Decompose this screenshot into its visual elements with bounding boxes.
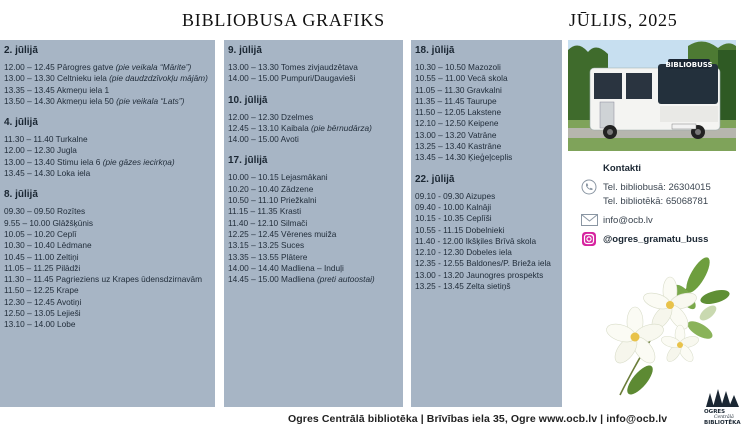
stop-line [4,240,215,251]
month-title: JŪLIJS, 2025 [569,10,678,30]
stop-time-place: 13.00 – 13.20 Vatrāne [415,129,497,140]
stop-line [228,240,403,251]
stop-time-place: 11.40 – 12.10 Silmači [228,217,308,228]
phone-icon [580,180,598,194]
date-heading: 22. jūlijā [415,173,455,185]
stop-time-place: 10.50 – 11.10 Priežkalni [228,195,317,206]
stop-time-place: 10.05 – 10.20 Ceplī [4,228,77,239]
stop-time-place: 12.30 – 12.45 Avotiņi [4,296,82,307]
stop-note: (preti autoostai) [317,274,375,285]
stop-line [228,229,403,240]
instagram-icon[interactable] [580,232,598,246]
stop-line [415,225,562,236]
date-block [228,45,403,85]
logo-text-1: OGRES [704,409,726,415]
stop-line [415,236,562,247]
date-heading: 17. jūlijā [228,155,268,167]
stop-time-place: 13.00 - 13.20 Jaunogres prospekts [415,269,544,280]
stop-line [228,218,403,229]
date-heading: 10. jūlijā [228,94,268,106]
stop-line [228,62,403,73]
stop-line [4,85,215,96]
stop-line [415,202,562,213]
stop-time-place: 10.00 – 10.15 Lejasmākani [228,172,328,183]
instagram-link[interactable]: @ogres_gramatu_buss [603,233,709,245]
stop-note: (pie gāzes iecirkņa) [102,156,175,167]
stop-time-place: 10.55 - 11.15 Dobelnieki [415,224,505,235]
date-block [228,155,403,285]
stop-time-place: 11.30 – 11.45 Pagrieziens uz Krapes ūdensdzirnavām [4,274,203,285]
stop-time-place: 11.30 – 11.40 Turkalne [4,134,88,145]
stop-time-place: 11.05 – 11.30 Gravkalni [415,84,502,95]
stop-line [4,134,215,145]
date-block [228,95,403,146]
date-block [4,117,215,179]
date-heading: 4. jūlijā [4,117,38,129]
date-heading: 2. jūlijā [4,45,38,56]
instagram-row [580,232,740,246]
stop-time-place: 13.45 – 14.30 Loka iela [4,168,91,179]
stop-line [4,62,215,73]
stop-line [4,319,215,330]
stop-line [415,152,562,163]
stop-time-place: 11.05 – 11.25 Pilādži [4,262,81,273]
schedule-column-1 [0,40,215,407]
stop-line [4,252,215,263]
stop-time-place: 13.35 – 13.55 Plātere [228,251,308,262]
library-logo [700,385,744,425]
stop-line [415,107,562,118]
stop-line [4,285,215,296]
stop-line [415,73,562,84]
contacts-heading: Kontakti [603,163,641,174]
stop-time-place: 13.25 – 13.40 Kastrāne [415,141,502,152]
stop-line [228,184,403,195]
stop-line [228,112,403,123]
bus-photo [568,40,736,151]
stop-time-place: 12.45 – 13.10 Kaibala [228,122,312,133]
stop-time-place: 11.50 – 12.05 Lakstene [415,107,502,118]
stop-line [4,168,215,179]
stop-time-place: 12.10 – 12.50 Keipene [415,118,499,129]
stop-line [228,206,403,217]
stop-note: (pie veikala “Mārite”) [115,62,192,72]
stop-time-place: 10.15 - 10.35 Ceplīši [415,213,492,224]
stop-time-place: 14.00 – 15.00 Avoti [228,134,299,145]
stop-time-place: 9.55 – 10.00 Glāžšķūnis [4,217,94,228]
stop-line [415,85,562,96]
email-link[interactable]: info@ocb.lv [603,214,653,226]
stop-time-place: 11.50 – 12.25 Krape [4,285,79,296]
stop-line [415,213,562,224]
stop-time-place: 10.30 – 10.40 Lēdmane [4,240,92,251]
stop-line [415,270,562,281]
stop-time-place: 13.00 – 13.30 Tomes zivjaudzētava [228,62,358,72]
stop-line [228,73,403,84]
logo-text-2: Centrālā [714,415,734,420]
stop-line [228,134,403,145]
phone-bus-row [580,180,740,194]
stop-time-place: 14.45 – 15.00 Madliena [228,274,318,285]
stop-time-place: 13.35 – 13.45 Akmeņu iela 1 [4,84,110,95]
stop-line [4,274,215,285]
stop-time-place: 12.00 – 12.30 Jugla [4,145,77,156]
date-block [415,45,562,164]
stop-line [4,263,215,274]
stop-time-place: 12.00 – 12.45 Pārogres gatve [4,62,116,72]
stop-time-place: 11.40 - 12.00 Ikšķiles Brīvā skola [415,235,537,246]
stop-line [4,308,215,319]
stop-line [4,206,215,217]
stop-time-place: 14.00 – 14.40 Madliena – Induļi [228,262,344,273]
stop-time-place: 13.00 – 13.40 Stimu iela 6 [4,156,103,167]
stop-line [415,191,562,202]
stop-time-place: 12.10 - 12.30 Dobeles iela [415,247,512,258]
stop-time-place: 13.10 – 14.00 Lobe [4,319,76,330]
stop-note: (pie daudzdzīvokļu mājām) [109,73,208,84]
stop-line [415,62,562,73]
stop-time-place: 12.25 – 12.45 Vērenes muiža [228,228,337,239]
stop-time-place: 13.45 – 14.30 Ķieģeļceplis [415,152,513,163]
date-heading: 18. jūlijā [415,45,455,56]
date-heading: 9. jūlijā [228,45,262,56]
stop-line [415,258,562,269]
footer-text: Ogres Centrālā bibliotēka | Brīvības iela 35, Ogre www.ocb.lv | info@ocb.lv [288,413,668,425]
stop-line [415,281,562,292]
stop-time-place: 12.50 – 13.05 Lejieši [4,308,81,319]
stop-time-place: 12.00 – 12.30 Dzelmes [228,111,314,122]
date-heading: 8. jūlijā [4,189,38,201]
stop-line [4,229,215,240]
stop-time-place: 13.15 – 13.25 Suces [228,240,305,251]
stop-time-place: 13.50 – 14.30 Akmeņu iela 50 [4,95,117,106]
stop-line [4,297,215,308]
phone-library-text: Tel. bibliotēkā: 65068781 [603,195,709,207]
stop-line [415,130,562,141]
stop-time-place: 11.15 – 11.35 Krasti [228,206,302,217]
envelope-icon [580,213,598,227]
stop-time-place: 09.40 - 10.00 Kalnāji [415,201,492,212]
stop-line [228,252,403,263]
schedule-column-3 [411,40,562,407]
flower-illustration [580,245,730,405]
stop-line [228,263,403,274]
email-row [580,213,740,227]
date-block [4,189,215,330]
stop-line [228,172,403,183]
stop-note: (pie veikala “Lats”) [116,95,185,106]
phone-library-row [580,194,740,208]
stop-time-place: 11.35 – 11.45 Taurupe [415,95,497,106]
schedule-title: BIBLIOBUSA GRAFIKS [182,10,385,30]
contacts-panel [580,163,740,246]
stop-note: (pie bērnudārza) [311,122,372,133]
stop-line [4,73,215,84]
schedule-column-2 [224,40,403,407]
stop-line [4,218,215,229]
phone-bus-text: Tel. bibliobusā: 26304015 [603,181,711,193]
stop-line [415,118,562,129]
logo-text-3: BIBLIOTĒKA [704,420,741,425]
stop-time-place: 10.20 – 10.40 Zādzene [228,183,314,194]
stop-line [228,195,403,206]
stop-line [4,157,215,168]
stop-line [415,247,562,258]
stop-time-place: 09.10 - 09.30 Aizupes [415,190,496,201]
stop-line [228,123,403,134]
date-block [415,174,562,293]
stop-time-place: 13.25 - 13.45 Zelta sietiņš [415,281,511,292]
stop-time-place: 12.35 - 12.55 Baldones/P. Brieža iela [415,258,551,269]
stop-time-place: 10.45 – 11.00 Zeltiņi [4,251,79,262]
stop-line [228,274,403,285]
bus-sign: BIBLIOBUSS [665,61,713,69]
stop-line [4,145,215,156]
date-block [4,45,215,107]
stop-time-place: 09.30 – 09.50 Rozītes [4,206,86,217]
stop-time-place: 14.00 – 15.00 Pumpuri/Daugavieši [228,73,356,84]
stop-time-place: 10.30 – 10.50 Mazozoli [415,62,501,72]
stop-line [415,96,562,107]
stop-time-place: 10.55 – 11.00 Vecā skola [415,73,508,84]
stop-line [415,141,562,152]
stop-line [4,96,215,107]
stop-time-place: 13.00 – 13.30 Celtnieku iela [4,73,110,84]
